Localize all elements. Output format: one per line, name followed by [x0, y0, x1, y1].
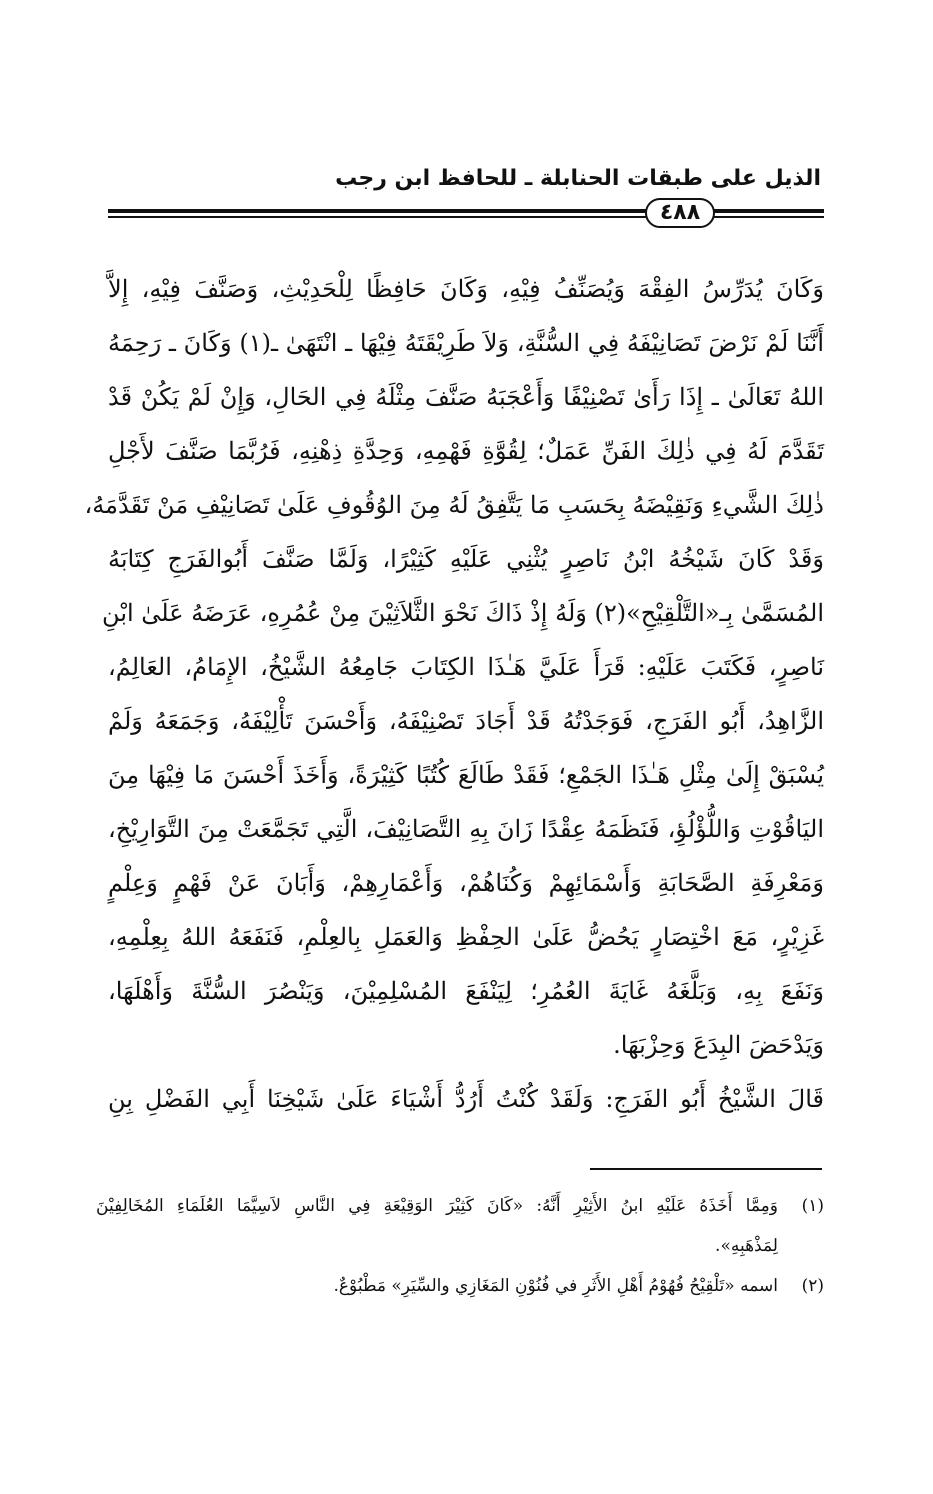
body-line: المُسَمَّىٰ بِـ«التَّلْقِيْحِ»(٢) وَلَهُ إِذْ ذَاكَ نَحْوَ الثَّلاَثِيْنَ مِنْ عُمُرِهِ، عَرَضَهُ عَلَىٰ ابْنِ	[102, 599, 824, 627]
page-number: ٤٨٨	[645, 198, 715, 228]
footnote	[96, 1266, 824, 1306]
header-rule-thin-left	[108, 216, 648, 218]
header-rule-thick-right	[712, 209, 824, 213]
footnote-text	[96, 1186, 778, 1266]
body-line: وَقَدْ كَانَ شَيْخُهُ ابْنُ نَاصِرٍ يُثْنِي عَلَيْهِ كَثِيْرًا، وَلَمَّا صَنَّفَ أَبُوالفَرَجِ كِتَابَهُ	[108, 545, 824, 573]
body-line: نَاصِرٍ، فَكَتَبَ عَلَيْهِ: قَرَأَ عَلَيَّ هَـٰذَا الكِتَابَ جَامِعُهُ الشَّيْخُ، الإِمَامُ، العَالِمُ،	[108, 653, 824, 681]
header-rule-thick-left	[108, 209, 648, 213]
running-title: الذيل على طبقات الحنابلة ـ للحافظ ابن رجب	[335, 166, 821, 191]
footnote-number: (٢)	[801, 1276, 824, 1296]
body-line: الزَّاهِدُ، أَبُو الفَرَجِ، فَوَجَدْتُهُ قَدْ أَجَادَ تَصْنِيْفَهُ، وَأَحْسَنَ تَأْلِيْفَهُ، وَجَمَعَهُ وَلَمْ	[108, 707, 824, 735]
body-line: وَيَدْحَضَ البِدَعَ وَحِزْبَهَا.	[613, 1031, 824, 1059]
footnote-separator	[590, 1168, 822, 1170]
body-line: وَنَفَعَ بِهِ، وَبَلَّغَهُ غَايَةَ العُمُرِ؛ لِيَنْفَعَ المُسْلِمِيْنَ، وَيَنْصُرَ السُّنَّةَ وَأَهْلَهَا،	[108, 977, 824, 1005]
body-line: ذٰلِكَ الشَّيءِ وَنَقِيْضَهُ بِحَسَبِ مَا يَتَّفِقُ لَهُ مِنَ الوُقُوفِ عَلَىٰ تَصَانِيْفِ مَنْ تَقَدَّمَهُ،	[84, 491, 824, 519]
footnote-line: لِمَذْهَبِهِ».	[715, 1236, 778, 1256]
footnote-line: اسمه «تَلْقِيْحُ فُهُوْمُ أَهْلِ الأَثَرِ في فُنُوْنِ المَغَازِي والسِّيَرِ» مَطْبُوْعٌ.	[333, 1276, 778, 1296]
header-rule-thin-right	[712, 216, 824, 218]
body-line: اللهُ تَعَالَىٰ ـ إِذَا رَأَىٰ تَصْنِيْفًا وَأَعْجَبَهُ صَنَّفَ مِثْلَهُ فِي الحَالِ، وَإِنْ لَمْ يَكُنْ قَدْ	[108, 383, 824, 411]
body-text	[84, 262, 824, 1126]
body-line: اليَاقُوْتِ وَاللُّؤْلُؤِ، فَنَظَمَهُ عِقْدًا زَانَ بِهِ التَّصَانِيْفَ، الَّتِي تَجَمَّعَتْ مِنَ التَّوَارِيْخِ،	[108, 815, 824, 843]
footnotes	[96, 1186, 824, 1306]
body-line: وَكَانَ يُدَرِّسُ الفِقْهَ وَيُصَنِّفُ فِيْهِ، وَكَانَ حَافِظًا لِلْحَدِيْثِ، وَصَنَّفَ فِيْهِ، إِلاَّ	[108, 275, 824, 303]
body-line: وَمَعْرِفَةِ الصَّحَابَةِ وَأَسْمَائِهِمْ وَكُنَاهُمْ، وَأَعْمَارِهِمْ، وَأَبَانَ عَنْ فَهْمٍ وَعِلْمٍ	[108, 869, 824, 897]
body-line: أَنَّنَا لَمْ نَرْضَ تَصَانِيْفَهُ فِي السُّنَّةِ، وَلاَ طَرِيْقَتَهُ فِيْهَا ـ انْتَهَىٰ ـ(١) وَكَانَ ـ رَحِمَهُ	[108, 329, 824, 357]
footnote-number: (١)	[801, 1196, 824, 1216]
body-line: يُسْبَقْ إِلَىٰ مِثْلِ هَـٰذَا الجَمْعِ؛ فَقَدْ طَالَعَ كُتُبًا كَثِيْرَةً، وَأَخَذَ أَحْسَنَ مَا فِيْهَا مِنَ	[108, 761, 824, 789]
body-line: تَقَدَّمَ لَهُ فِي ذٰلِكَ الفَنِّ عَمَلٌ؛ لِقُوَّةِ فَهْمِهِ، وَحِدَّةِ ذِهْنِهِ، فَرُبَّمَا صَنَّفَ لأَجْلِ	[108, 437, 824, 465]
body-line: غَزِيْرٍ، مَعَ اخْتِصَارٍ يَحُضُّ عَلَىٰ الحِفْظِ وَالعَمَلِ بِالعِلْمِ، فَنَفَعَهُ اللهُ بِعِلْمِهِ،	[108, 923, 824, 951]
footnote-line: وَمِمَّا أَخَذَهُ عَلَيْهِ ابنُ الأَثِيْرِ أَنَّهُ: «كَانَ كَثِيْرَ الوَقِيْعَةِ فِي النَّاسِ لاَسِيَّمَا العُلَمَاءِ المُخَالِفِيْنَ	[96, 1196, 778, 1216]
body-line: قَالَ الشَّيْخُ أَبُو الفَرَجِ: وَلَقَدْ كُنْتُ أَرُدُّ أَشْيَاءَ عَلَىٰ شَيْخِنَا أَبِي الفَضْلِ بِنِ	[108, 1085, 824, 1113]
footnote	[96, 1186, 824, 1266]
footnote-text	[96, 1266, 778, 1306]
